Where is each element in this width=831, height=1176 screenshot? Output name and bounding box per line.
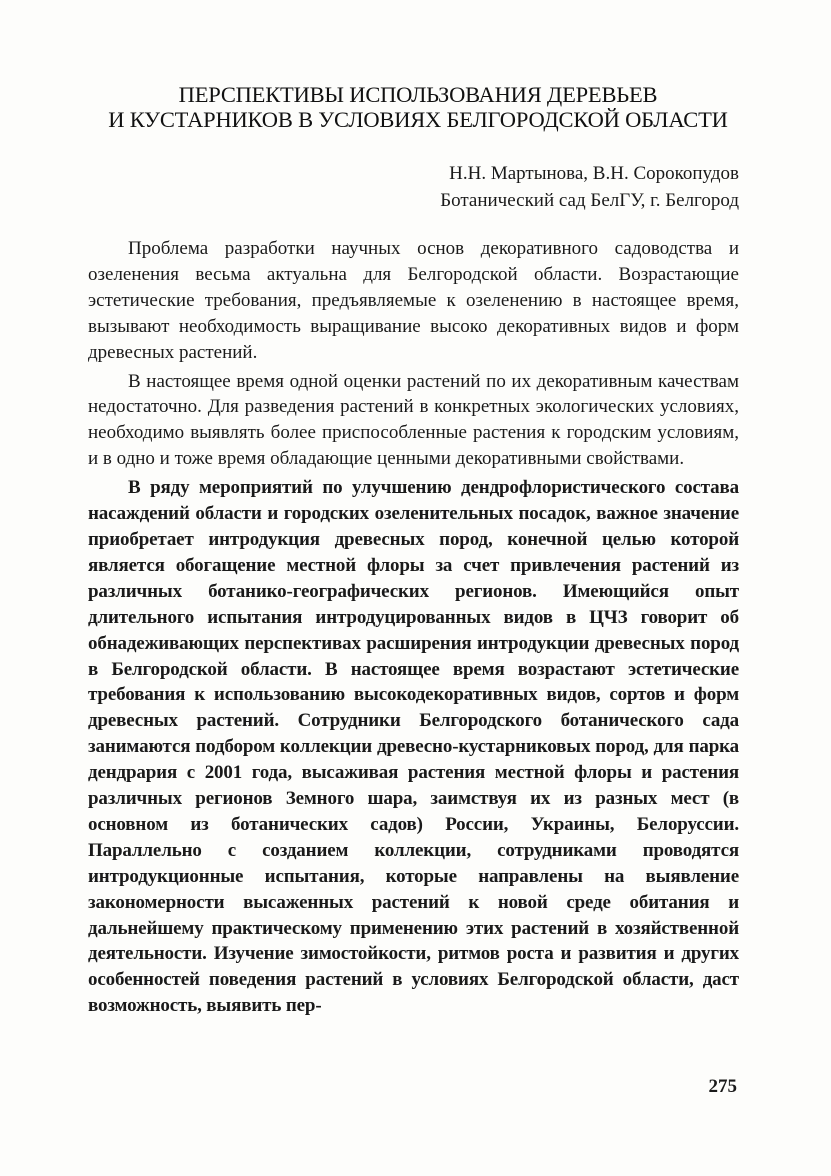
paragraph-2: В настоящее время одной оценки растений по их декоративным качествам недостаточно. Для разведения растений в конкретных экологических условиях, необходимо выявлять более приспособленные растения к городским условиям, и в одно и тоже время обладающие ценными декоративными свойствами.	[88, 370, 739, 470]
page-number: 275	[708, 1076, 737, 1097]
author-names: Н.Н. Мартынова, В.Н. Сорокопудов	[449, 163, 739, 184]
paragraph-1: Проблема разработки научных основ декоративного садоводства и озеленения весьма актуальна для Белгородской области. Возрастающие эстетические требования, предъявляемые к озеленению в настоящее время, вызывают необходимость выращивание высоко декоративных видов и форм древесных растений.	[88, 238, 739, 363]
article-body	[88, 236, 739, 1019]
title-line-2: И КУСТАРНИКОВ В УСЛОВИЯХ БЕЛГОРОДСКОЙ ОБЛАСТИ	[108, 107, 728, 132]
paragraph-3: В ряду мероприятий по улучшению дендрофлористического состава насаждений области и городских озеленительных посадок, важное значение приобретает интродукция древесных пород, конечной целью которой является обогащение местной флоры за счет привлечения растений из различных ботанико-географических регионов. Имеющийся опыт длительного испытания интродуцированных видов в ЦЧЗ говорит об обнадеживающих перспективах расширения интродукции древесных пород в Белгородской области. В настоящее время возрастают эстетические требования к использованию высокодекоративных видов, сортов и форм древесных растений. Сотрудники Белгородского ботанического сада занимаются подбором коллекции древесно-кустарниковых пород, для парка дендрария с 2001 года, высаживая растения местной флоры и растения различных регионов Земного шара, заимствуя их из разных мест (в основном из ботанических садов) России, Украины, Белоруссии. Параллельно с созданием коллекции, сотрудниками проводятся интродукционные испытания, которые направлены на выявление закономерности высаженных растений к новой среде обитания и дальнейшему практическому применению этих растений в хозяйственной деятельности. Изучение зимостойкости, ритмов роста и развития и других особенностей поведения растений в условиях Белгородской области, даст возможность, выявить пер-	[88, 477, 739, 1017]
author-affiliation: Ботанический сад БелГУ, г. Белгород	[440, 190, 739, 211]
author-block	[440, 160, 739, 214]
title-line-1: ПЕРСПЕКТИВЫ ИСПОЛЬЗОВАНИЯ ДЕРЕВЬЕВ	[178, 82, 658, 107]
paper-title	[88, 82, 748, 132]
